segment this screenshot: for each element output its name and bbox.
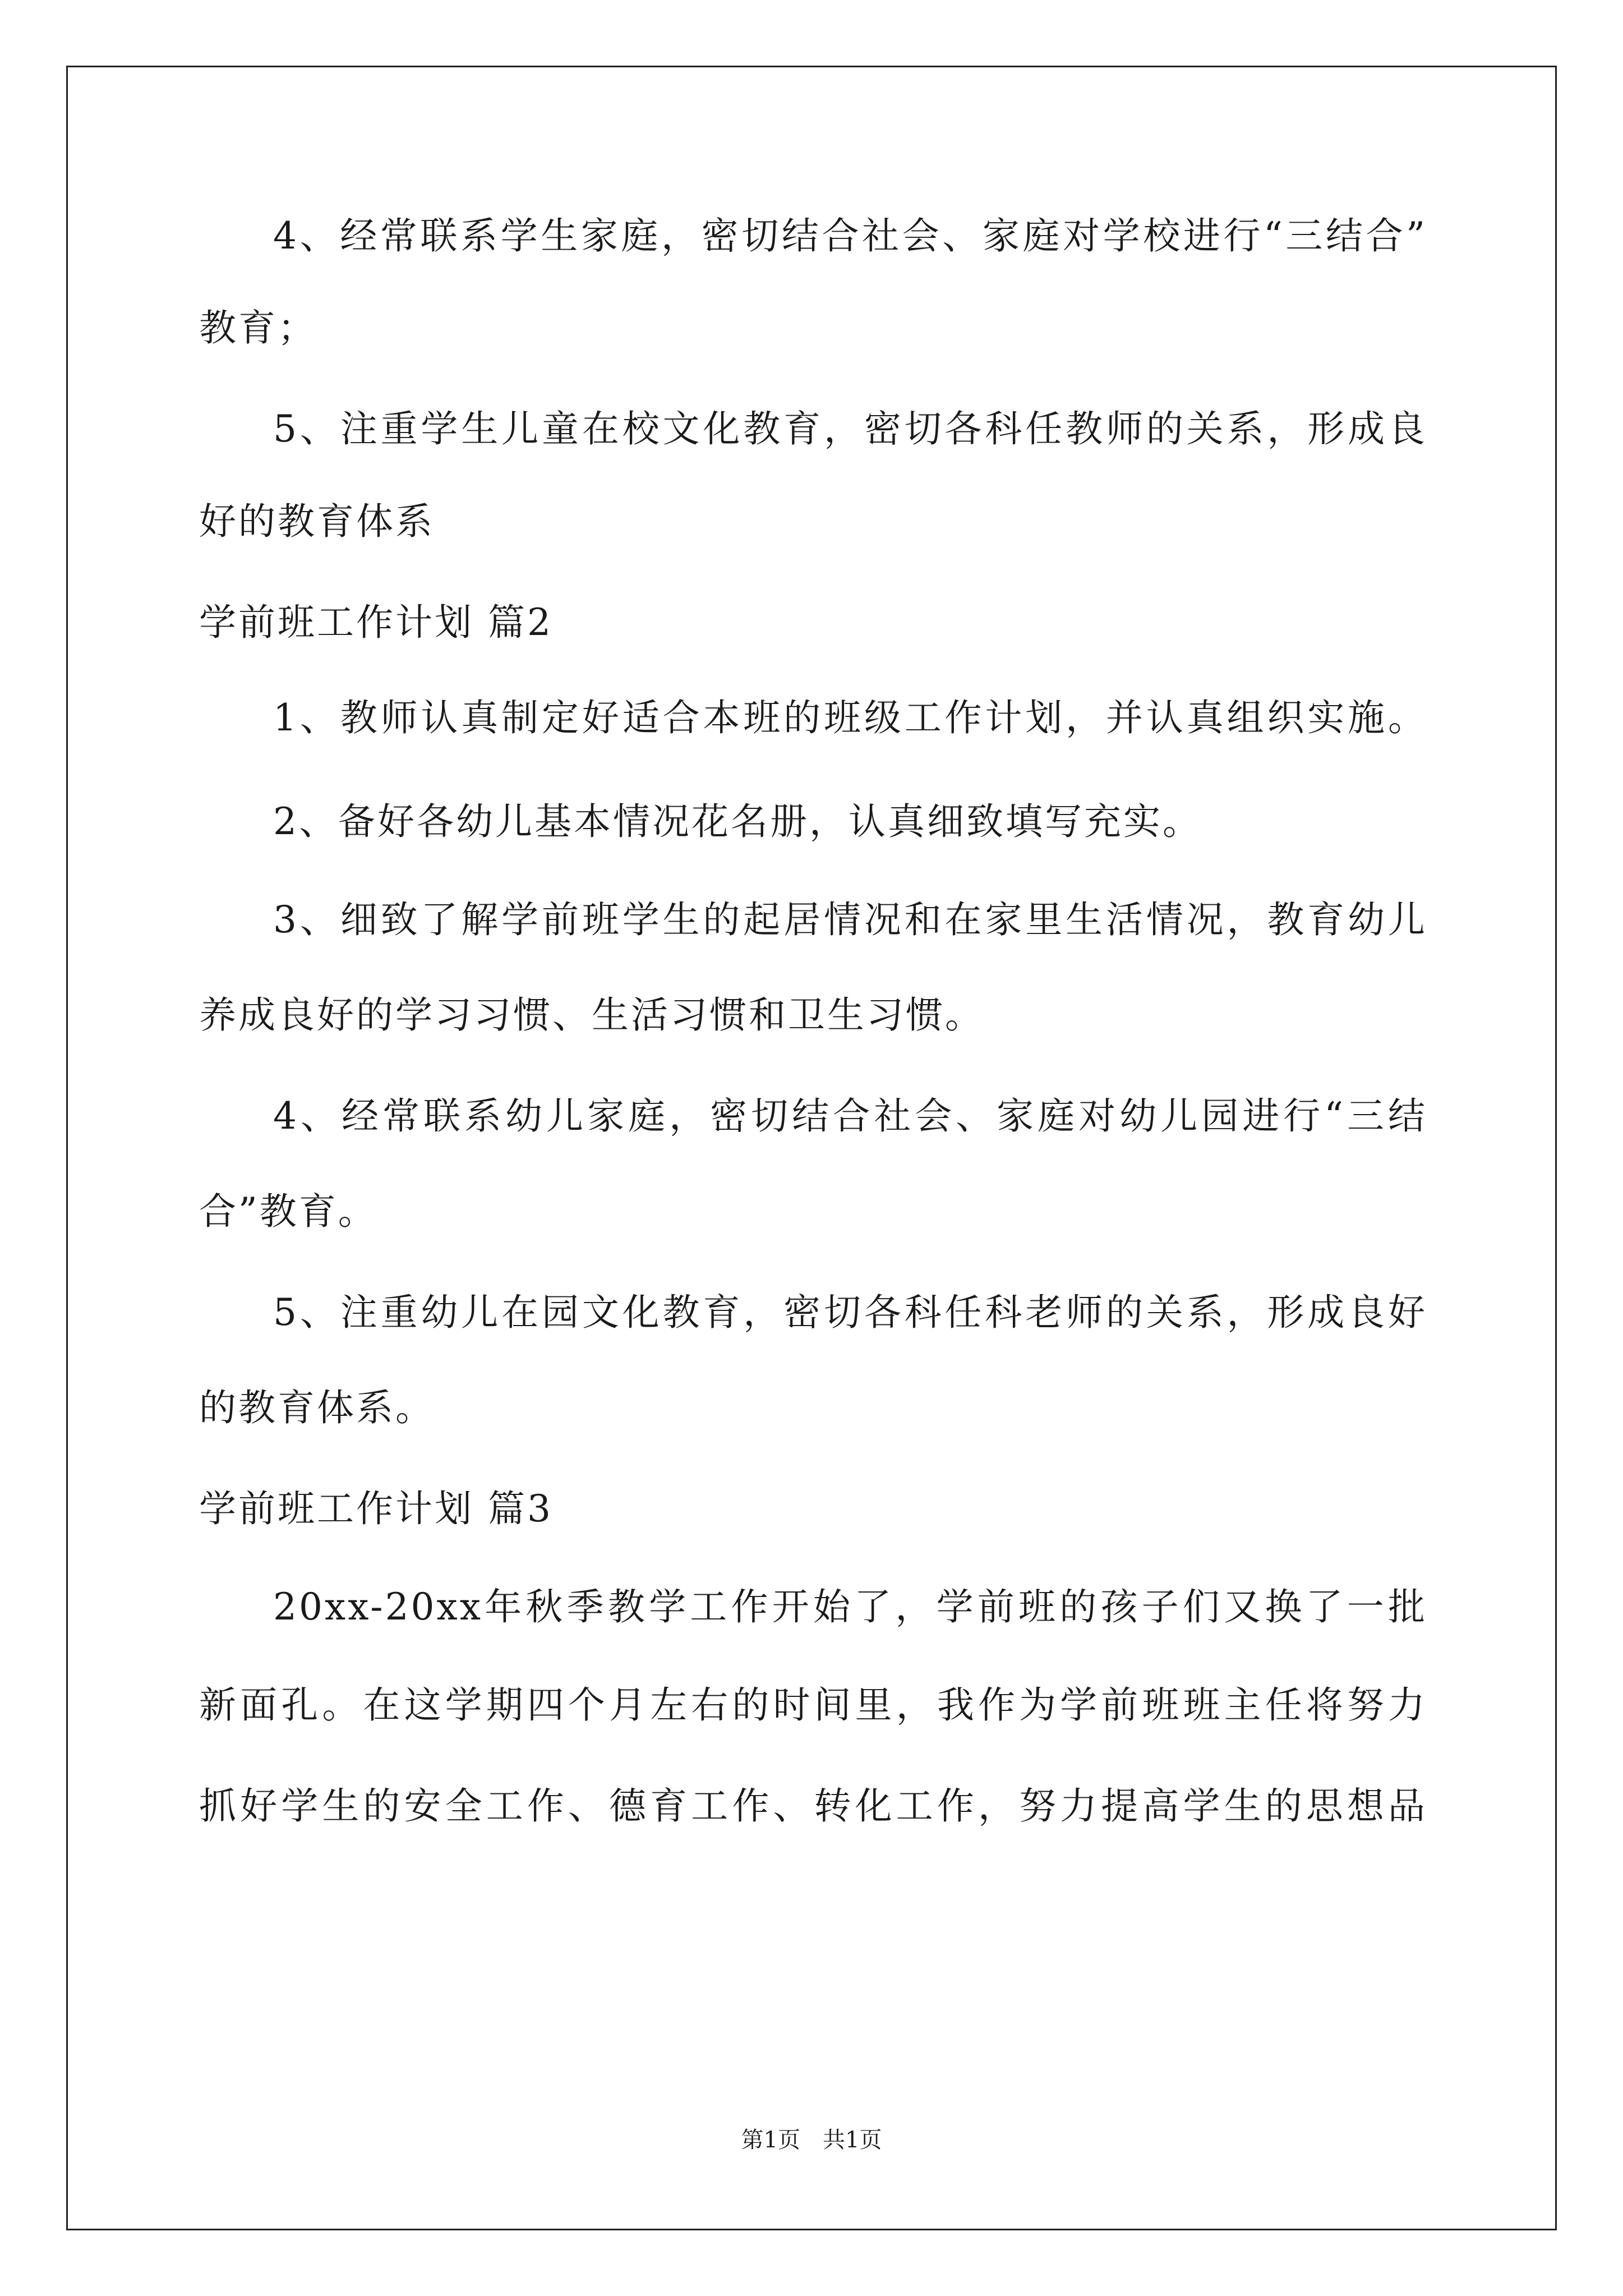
page-footer: 第1页 共1页 — [741, 2127, 882, 2153]
text-line: 好的教育体系 — [199, 500, 435, 543]
text-line: 学前班工作计划 篇2 — [199, 601, 553, 644]
page-frame — [66, 66, 1557, 2230]
text-line: 新面孔。在这学期四个月左右的时间里，我作为学前班班主任将努力 — [199, 1683, 1427, 1727]
text-line: 5、注重幼儿在园文化教育，密切各科任科老师的关系，形成良好 — [273, 1291, 1427, 1334]
text-line: 的教育体系。 — [199, 1386, 435, 1429]
text-line: 合”教育。 — [199, 1190, 377, 1233]
text-line: 5、注重学生儿童在校文化教育，密切各科任教师的关系，形成良 — [273, 407, 1427, 450]
text-line: 学前班工作计划 篇3 — [199, 1487, 553, 1530]
text-line: 3、细致了解学前班学生的起居情况和在家里生活情况，教育幼儿 — [273, 898, 1427, 941]
text-line: 教育； — [199, 306, 317, 349]
text-line: 养成良好的学习习惯、生活习惯和卫生习惯。 — [199, 993, 984, 1037]
text-line: 4、经常联系学生家庭，密切结合社会、家庭对学校进行“三结合” — [273, 214, 1427, 257]
text-line: 2、备好各幼儿基本情况花名册，认真细致填写充实。 — [273, 800, 1202, 843]
text-line: 1、教师认真制定好适合本班的班级工作计划，并认真组织实施。 — [273, 696, 1427, 739]
text-line: 抓好学生的安全工作、德育工作、转化工作，努力提高学生的思想品 — [199, 1784, 1427, 1828]
text-line: 4、经常联系幼儿家庭，密切结合社会、家庭对幼儿园进行“三结 — [273, 1094, 1427, 1138]
text-line: 20xx-20xx年秋季教学工作开始了，学前班的孩子们又换了一批 — [273, 1585, 1427, 1628]
